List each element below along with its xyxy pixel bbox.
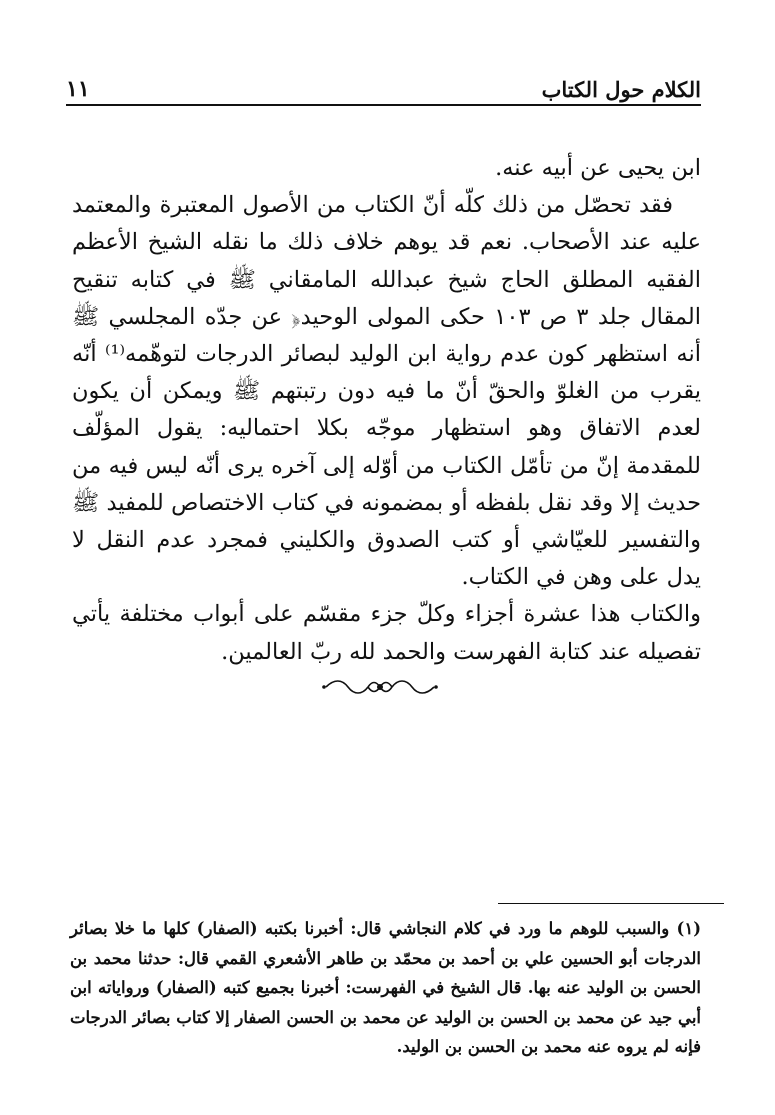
header-rule — [66, 104, 701, 106]
paragraph-2: فقد تحصّل من ذلك كلّه أنّ الكتاب من الأصول المعتبرة والمعتمد عليه عند الأصحاب. نعم قد يوهم خلاف ذلك ما نقله الشيخ الأعظم الفقيه المطلق الحاج شيخ عبدالله المامقاني ﷺ في كتابه تنقيح المقال جلد ٣ ص ١٠٣ حكى المولى الوحيد﴿ عن جدّه المجلسي ﷺ أنه استظهر كون عدم رواية ابن الوليد لبصائر الدرجات لتوهّمه⁽¹⁾ أنّه يقرب من الغلوّ والحقّ أنّ ما فيه دون رتبتهم ﷺ ويمكن أن يكون لعدم الاتفاق وهو استظهار موجّه بكلا احتماليه: يقول المؤلّف للمقدمة إنّ من تأمّل الكتاب من أوّله إلى آخره يرى أنّه ليس فيه من حديث إلا وقد نقل بلفظه أو بمضمونه في كتاب الاختصاص للمفيد ﷺ والتفسير للعيّاشي أو كتب الصدوق والكليني فمجرد عدم النقل لا يدل على وهن في الكتاب. — [72, 192, 702, 591]
footnote-1: (١) والسبب للوهم ما ورد في كلام النجاشي قال: أخبرنا بكتبه (الصفار) كلها ما خلا بصائر الدرجات أبو الحسين علي بن أحمد بن محمّد بن طاهر الأشعري القمي قال: حدثنا محمد بن الحسن بن الوليد عنه بها. قال الشيخ في الفهرست: أخبرنا بجميع كتبه (الصفار) ورواياته ابن أبي جيد عن محمد بن الحسن بن الوليد عن محمد بن الحسن الصفار إلا كتاب بصائر الدرجات فإنه لم يروه عنه محمد بن الحسن بن الوليد. — [70, 919, 701, 1056]
paragraph-3: والكتاب هذا عشرة أجزاء وكلّ جزء مقسّم على أبواب مختلفة يأتي تفصيله عند كتابة الفهرست والحمد لله ربّ العالمين. — [72, 601, 701, 665]
decorative-divider-icon — [320, 676, 440, 698]
page-number: ١١ — [66, 76, 90, 102]
running-header — [66, 70, 701, 106]
footnote-rule — [498, 903, 724, 904]
body-text — [72, 150, 701, 671]
footnotes — [70, 914, 701, 1062]
running-title: الكلام حول الكتاب — [541, 77, 701, 102]
paragraph-1: ابن يحيى عن أبيه عنه. — [495, 155, 701, 181]
